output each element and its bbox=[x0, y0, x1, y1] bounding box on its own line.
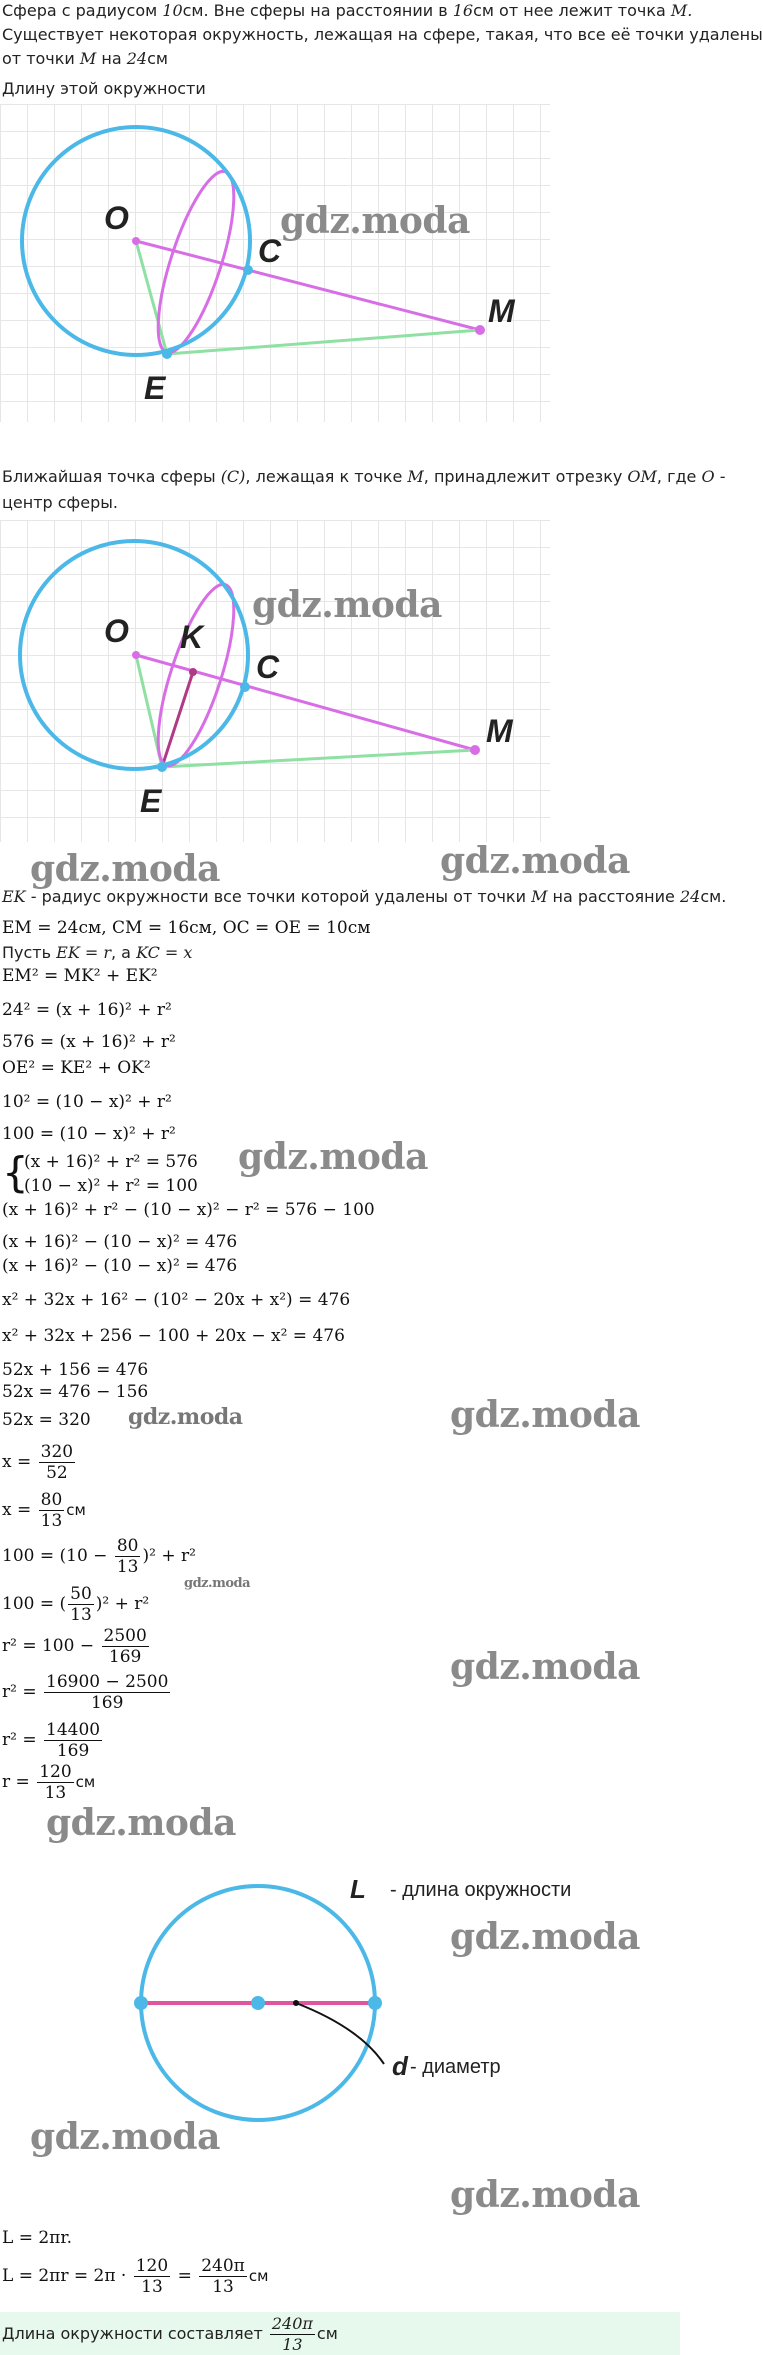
point-c-dot bbox=[240, 682, 250, 692]
label-d-desc: - диаметр bbox=[410, 2056, 501, 2078]
let-kc: KC = x bbox=[136, 943, 193, 962]
denominator: 169 bbox=[56, 1741, 90, 1761]
point-m: M. bbox=[670, 1, 693, 20]
denominator: 13 bbox=[141, 2277, 163, 2297]
equation: (x + 16)² − (10 − x)² = 476 bbox=[2, 1256, 238, 1276]
equation: 10² = (10 − x)² + r² bbox=[2, 1092, 172, 1112]
label-c: C bbox=[258, 233, 282, 269]
formula-l-calc bbox=[2, 2256, 268, 2297]
point-o: O bbox=[701, 467, 715, 486]
eq-part: ² + r² bbox=[149, 1546, 196, 1566]
denominator: 13 bbox=[116, 1557, 139, 1577]
numerator: 80 bbox=[116, 1536, 139, 1556]
label-o: O bbox=[104, 200, 129, 236]
equation: 52x = 320 bbox=[2, 1410, 91, 1430]
label-m: M bbox=[486, 713, 513, 749]
watermark: gdz.moda bbox=[280, 200, 470, 242]
problem-text: см. Вне сферы на расстоянии в bbox=[182, 1, 453, 20]
system-eq-2: (10 − x)² + r² = 100 bbox=[24, 1176, 198, 1196]
watermark: gdz.moda bbox=[450, 1394, 640, 1436]
denominator: 13 bbox=[40, 1511, 63, 1531]
let-ek: EK = r bbox=[56, 943, 111, 962]
system-brace: { bbox=[2, 1148, 29, 1197]
r-value bbox=[2, 1762, 95, 1803]
problem-line-1 bbox=[2, 0, 692, 22]
line-om bbox=[136, 241, 480, 330]
fraction bbox=[37, 1762, 73, 1803]
fraction bbox=[102, 1626, 149, 1667]
denominator: 13 bbox=[212, 2277, 234, 2297]
x-eq: x = bbox=[2, 1452, 32, 1472]
equation: 52x = 476 − 156 bbox=[2, 1382, 149, 1402]
numerator: 16900 − 2500 bbox=[46, 1672, 169, 1692]
equation-15 bbox=[2, 1536, 196, 1577]
line-em bbox=[167, 330, 480, 354]
diameter-end-left bbox=[134, 1996, 148, 2010]
eq-part: ) bbox=[142, 1546, 150, 1566]
figure-1 bbox=[0, 104, 550, 422]
label-c: C bbox=[256, 649, 280, 685]
point-m-dot bbox=[475, 325, 485, 335]
problem-text: Сфера с радиусом bbox=[2, 1, 163, 20]
eq-part: r² = bbox=[2, 1682, 37, 1702]
fraction bbox=[134, 2256, 170, 2297]
figure-2 bbox=[0, 520, 550, 842]
denominator: 169 bbox=[108, 1647, 142, 1667]
problem-text: см bbox=[147, 49, 168, 68]
fraction bbox=[199, 2256, 247, 2297]
equation: 52x + 156 = 476 bbox=[2, 1360, 149, 1380]
sphere-diagram-2 bbox=[0, 520, 550, 842]
r-squared-2 bbox=[2, 1672, 172, 1713]
let-line bbox=[2, 942, 192, 964]
watermark: gdz.moda bbox=[252, 584, 442, 626]
point-m-dot bbox=[470, 745, 480, 755]
point-e-dot bbox=[162, 349, 172, 359]
circle-diagram bbox=[0, 1858, 680, 2158]
eq-part: ) bbox=[95, 1594, 103, 1614]
watermark: gdz.moda bbox=[46, 1802, 236, 1844]
point-c-dot bbox=[243, 265, 253, 275]
unit: см bbox=[248, 2267, 269, 2285]
given-values: EM = 24см, CM = 16см, OC = OE = 10см bbox=[2, 918, 371, 938]
solution-text: - радиус окружности все точки которой удалены от точки bbox=[25, 887, 532, 906]
numerator: 240π bbox=[201, 2256, 245, 2276]
problem-line-4: Длину этой окружности bbox=[2, 79, 206, 98]
segment-ek: EK bbox=[2, 887, 26, 906]
system-eq-1: (x + 16)² + r² = 576 bbox=[24, 1152, 198, 1172]
segment-om: OM bbox=[627, 467, 657, 486]
fraction bbox=[68, 1584, 94, 1625]
let-text: , а bbox=[111, 943, 137, 962]
eq-part: r² = 100 − bbox=[2, 1636, 95, 1656]
distance-24: 24 bbox=[679, 887, 701, 906]
diameter-end-right bbox=[368, 1996, 382, 2010]
fraction bbox=[115, 1536, 141, 1577]
numerator: 240π bbox=[271, 2314, 313, 2333]
equation: OE² = KE² + OK² bbox=[2, 1058, 151, 1078]
formula-l: L = 2πr. bbox=[2, 2228, 72, 2248]
r-squared-3 bbox=[2, 1720, 104, 1761]
answer-text: Длина окружности составляет bbox=[2, 2324, 268, 2343]
denominator: 13 bbox=[70, 1605, 92, 1625]
explanation-text: Ближайшая точка сферы bbox=[2, 467, 221, 486]
numerator: 320 bbox=[40, 1442, 74, 1462]
point-o-dot bbox=[132, 237, 140, 245]
label-e: E bbox=[140, 783, 162, 819]
circle-center bbox=[251, 1996, 265, 2010]
equation: EM² = MK² + EK² bbox=[2, 966, 158, 986]
watermark: gdz.moda bbox=[30, 848, 220, 890]
distance-24: 24 bbox=[126, 49, 148, 68]
circle-ellipse bbox=[143, 164, 249, 360]
watermark: gdz.moda bbox=[450, 1916, 640, 1958]
numerator: 120 bbox=[39, 1762, 72, 1782]
label-e: E bbox=[144, 370, 166, 406]
label-o: O bbox=[104, 613, 129, 649]
watermark: gdz.moda bbox=[440, 840, 630, 882]
x-fraction-line bbox=[2, 1442, 77, 1483]
denominator: 13 bbox=[44, 1783, 67, 1803]
eq-part: ² + r² bbox=[102, 1594, 150, 1614]
equation: (x + 16)² + r² − (10 − x)² − r² = 576 − 100 bbox=[2, 1200, 375, 1220]
equation: 24² = (x + 16)² + r² bbox=[2, 1000, 172, 1020]
eq-part: L = 2πr = 2π · bbox=[2, 2266, 127, 2286]
point-m: M bbox=[79, 49, 97, 68]
point-e-dot bbox=[157, 762, 167, 772]
fraction bbox=[44, 1672, 170, 1713]
unit: см bbox=[75, 1773, 96, 1791]
problem-text: от точки bbox=[2, 49, 80, 68]
numerator: 14400 bbox=[46, 1720, 101, 1740]
point-c: (C) bbox=[220, 467, 246, 486]
fraction bbox=[270, 2314, 315, 2355]
watermark: gdz.moda bbox=[184, 1576, 251, 1591]
equation-16 bbox=[2, 1584, 149, 1625]
label-m: M bbox=[488, 293, 515, 329]
point-m: M bbox=[407, 467, 424, 486]
watermark: gdz.moda bbox=[238, 1136, 428, 1178]
denominator: 169 bbox=[90, 1693, 124, 1713]
point-k-dot bbox=[189, 668, 197, 676]
unit: см bbox=[316, 2324, 338, 2343]
answer-box bbox=[0, 2312, 680, 2355]
equation: (x + 16)² − (10 − x)² = 476 bbox=[2, 1232, 238, 1252]
fraction bbox=[39, 1442, 75, 1483]
circle-ellipse bbox=[143, 577, 249, 773]
equation: x² + 32x + 16² − (10² − 20x + x²) = 476 bbox=[2, 1290, 351, 1310]
numerator: 2500 bbox=[103, 1626, 147, 1646]
fraction bbox=[39, 1490, 65, 1531]
solution-text: см. bbox=[700, 887, 727, 906]
label-l: L bbox=[350, 1874, 366, 1904]
equation: 576 = (x + 16)² + r² bbox=[2, 1032, 176, 1052]
explanation-text: , где bbox=[656, 467, 702, 486]
line-em bbox=[162, 750, 475, 767]
distance-value: 16 bbox=[452, 1, 474, 20]
watermark: gdz.moda bbox=[128, 1404, 243, 1430]
eq-part: = bbox=[177, 2266, 192, 2286]
watermark: gdz.moda bbox=[450, 1646, 640, 1688]
eq-part: r² = bbox=[2, 1730, 37, 1750]
sphere-diagram-1 bbox=[0, 104, 550, 422]
line-om bbox=[136, 655, 475, 750]
solution-text: на расстояние bbox=[547, 887, 680, 906]
problem-text: на bbox=[96, 49, 127, 68]
problem-text: см от нее лежит точка bbox=[473, 1, 671, 20]
explanation-text: - bbox=[714, 467, 726, 486]
numerator: 50 bbox=[70, 1584, 92, 1604]
denominator: 13 bbox=[282, 2335, 303, 2354]
r-squared-1 bbox=[2, 1626, 151, 1667]
radius-value: 10 bbox=[162, 1, 183, 20]
let-text: Пусть bbox=[2, 943, 57, 962]
label-k: K bbox=[180, 619, 204, 655]
eq-part: 100 = (10 − bbox=[2, 1546, 108, 1566]
numerator: 120 bbox=[135, 2256, 169, 2276]
eq-part: r = bbox=[2, 1772, 30, 1792]
watermark: gdz.moda bbox=[30, 2116, 220, 2158]
explanation-line-1 bbox=[2, 466, 725, 488]
explanation-text: , принадлежит отрезку bbox=[423, 467, 628, 486]
x-eq: x = bbox=[2, 1500, 32, 1520]
explanation-text: , лежащая к точке bbox=[245, 467, 408, 486]
fraction bbox=[44, 1720, 102, 1761]
point-o-dot bbox=[132, 651, 140, 659]
label-d: d bbox=[392, 2051, 408, 2081]
equation: x² + 32x + 256 − 100 + 20x − x² = 476 bbox=[2, 1326, 345, 1346]
problem-line-2: Существует некоторая окружность, лежащая на сфере, такая, что все её точки удалены bbox=[2, 25, 763, 44]
solution-ek-line bbox=[2, 886, 726, 908]
watermark: gdz.moda bbox=[450, 2174, 640, 2216]
numerator: 80 bbox=[40, 1490, 63, 1510]
problem-line-3 bbox=[2, 48, 168, 70]
x-value-line bbox=[2, 1490, 86, 1531]
answer-line bbox=[2, 2314, 338, 2355]
denominator: 52 bbox=[46, 1463, 68, 1483]
label-l-desc: - длина окружности bbox=[390, 1879, 572, 1901]
point-m: M bbox=[531, 887, 548, 906]
explanation-line-2: центр сферы. bbox=[2, 493, 118, 512]
eq-part: 100 = ( bbox=[2, 1594, 67, 1614]
unit: см bbox=[66, 1501, 86, 1519]
equation: 100 = (10 − x)² + r² bbox=[2, 1124, 176, 1144]
